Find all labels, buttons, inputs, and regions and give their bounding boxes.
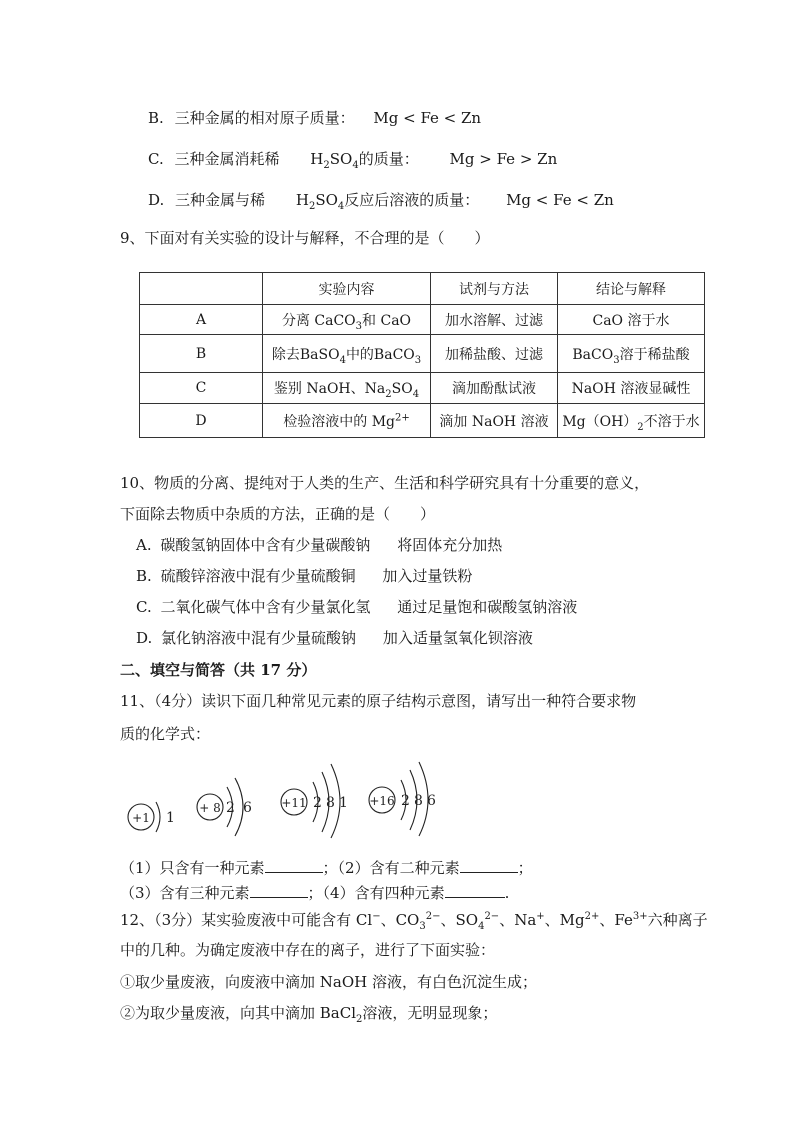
answer-blank-3[interactable]: [250, 883, 308, 898]
row-conclusion: CaO 溶于水: [558, 305, 705, 335]
row-id: A: [140, 305, 263, 335]
table-header-cell: 结论与解释: [558, 273, 705, 305]
step-2-text-b: 溶液，无明显现象；: [362, 1004, 498, 1022]
q10-option-a: [136, 535, 502, 555]
answer-blank-1[interactable]: [265, 858, 323, 873]
q12-stem-text: 12、（3分）某实验废液中可能含有 Cl: [120, 911, 373, 929]
svg-text:1: 1: [339, 795, 348, 811]
table-header-cell: 实验内容: [263, 273, 431, 305]
answer-blank-4[interactable]: [445, 883, 505, 898]
table-row: [140, 305, 705, 335]
q12-stem-1: 12、（3分）某实验废液中可能含有 Cl−、$CO_3^{2-}$、$SO_4^{2-}$、Na+、$Mg^{2+}$、$Fe^{3+}$六种离子: [120, 911, 708, 932]
row-conclusion: $Mg(OH)_2$不溶于水: [558, 404, 705, 438]
option-label: D.: [136, 629, 153, 647]
option-label: D.: [148, 191, 165, 209]
option-label: B.: [136, 567, 152, 585]
atomic-structure-diagrams: [120, 760, 480, 840]
svg-text:1: 1: [166, 810, 175, 826]
row-content: 鉴别 NaOH、$Na_2SO_4$: [263, 373, 431, 404]
row-content: 分离 CaCO$_3$和 CaO: [263, 305, 431, 335]
q11-stem-2: 质的化学式：: [120, 725, 211, 743]
option-formula: Mg > Fe > Zn: [449, 150, 558, 168]
option-method: 将固体充分加热: [397, 536, 503, 554]
row-id: B: [140, 335, 263, 373]
table-header-cell: [140, 273, 263, 305]
svg-text:+11: +11: [281, 796, 307, 810]
row-conclusion: BaCO$_3$溶于稀盐酸: [558, 335, 705, 373]
svg-text:2: 2: [226, 800, 235, 816]
q12-step-2: ②为取少量废液，向其中滴加 BaCl$_2$溶液，无明显现象；: [120, 1004, 498, 1025]
option-label: A.: [136, 536, 152, 554]
row-content: 除去BaSO$_4$中的BaCO$_3$: [263, 335, 431, 373]
svg-text:2: 2: [313, 795, 322, 811]
answer-blank-2[interactable]: [460, 858, 518, 873]
option-method: 加入过量铁粉: [382, 567, 473, 585]
part-4-text: ；（4）含有四种元素: [307, 884, 445, 902]
part-2-text: ；（2）含有二种元素: [322, 859, 460, 877]
atom-sodium: [281, 764, 348, 838]
q10-option-d: [136, 628, 533, 648]
part-4-end: .: [504, 884, 510, 902]
row-content: 检验溶液中的 $Mg^{2+}$: [263, 404, 431, 438]
option-text-b: 反应后溶液的质量：: [344, 191, 480, 209]
svg-text:+1: +1: [132, 811, 150, 825]
table-row: [140, 373, 705, 404]
table-header-row: [140, 273, 705, 305]
svg-text:6: 6: [427, 793, 436, 809]
formula-h2so4: $H_2SO_4$: [310, 150, 359, 171]
atom-hydrogen: [128, 802, 175, 832]
part-2-end: ；: [517, 859, 533, 877]
option-text: 硫酸锌溶液中混有少量硫酸铜: [160, 567, 356, 585]
q11-parts-row1: [120, 858, 533, 878]
row-conclusion: NaOH 溶液显碱性: [558, 373, 705, 404]
atom-sulfur: [369, 762, 436, 836]
svg-text:+16: +16: [369, 794, 395, 808]
option-method: 通过足量饱和碳酸氢钠溶液: [397, 598, 578, 616]
option-text: 三种金属消耗稀: [174, 150, 280, 168]
atom-oxygen: [197, 778, 252, 836]
option-formula: Mg < Fe < Zn: [373, 109, 482, 127]
part-1-text: （1）只含有一种元素: [120, 859, 265, 877]
row-method: 加稀盐酸、过滤: [431, 335, 558, 373]
svg-text:6: 6: [243, 800, 252, 816]
table-row: [140, 335, 705, 373]
q10-stem-2: 下面除去物质中杂质的方法，正确的是（ ）: [120, 505, 436, 523]
section-heading: 二、填空与简答（共 17 分）: [120, 661, 317, 679]
q8-option-c: [148, 149, 557, 169]
option-text: 二氧化碳气体中含有少量氯化氢: [160, 598, 371, 616]
q8-option-b: [148, 108, 481, 128]
step-2-text-a: ②为取少量废液，向其中滴加 BaCl: [120, 1004, 357, 1022]
q11-stem-1: 11、（4分）读识下面几种常见元素的原子结构示意图，请写出一种符合要求物: [120, 692, 637, 710]
formula-h2so4: $H_2SO_4$: [295, 191, 345, 212]
option-method: 加入适量氢氧化钡溶液: [382, 629, 533, 647]
q12-ions-text: 六种离子: [647, 911, 708, 929]
row-method: 加水溶解、过滤: [431, 305, 558, 335]
option-text: 三种金属与稀: [175, 191, 266, 209]
option-text: 三种金属的相对原子质量：: [174, 109, 355, 127]
q8-option-d: [148, 190, 614, 210]
row-id: D: [140, 404, 263, 438]
option-text-b: 的质量：: [358, 150, 419, 168]
svg-text:+ 8: + 8: [199, 801, 221, 815]
q12-step-1: ①取少量废液，向废液中滴加 NaOH 溶液，有白色沉淀生成；: [120, 973, 537, 991]
svg-text:8: 8: [326, 795, 335, 811]
option-label: B.: [148, 109, 164, 127]
experiment-table: [139, 272, 705, 438]
q12-stem-2: 中的几种。为确定废液中存在的离子，进行了下面实验：: [120, 941, 496, 959]
table-header-cell: 试剂与方法: [431, 273, 558, 305]
q10-option-b: [136, 566, 472, 586]
row-method: 滴加酚酞试液: [431, 373, 558, 404]
option-text: 碳酸氢钠固体中含有少量碳酸钠: [160, 536, 371, 554]
q10-option-c: [136, 597, 577, 617]
option-formula: Mg < Fe < Zn: [506, 191, 614, 209]
svg-text:2: 2: [401, 793, 410, 809]
option-text: 氯化钠溶液中混有少量硫酸钠: [161, 629, 357, 647]
option-label: C.: [136, 598, 152, 616]
q10-stem-1: 10、物质的分离、提纯对于人类的生产、生活和科学研究具有十分重要的意义，: [120, 474, 650, 492]
svg-text:8: 8: [414, 793, 423, 809]
q11-parts-row2: [120, 883, 509, 903]
row-id: C: [140, 373, 263, 404]
row-method: 滴加 NaOH 溶液: [431, 404, 558, 438]
table-row: [140, 404, 705, 438]
q9-stem: 9、下面对有关实验的设计与解释，不合理的是（ ）: [120, 229, 490, 247]
option-label: C.: [148, 150, 164, 168]
part-3-text: （3）含有三种元素: [120, 884, 250, 902]
